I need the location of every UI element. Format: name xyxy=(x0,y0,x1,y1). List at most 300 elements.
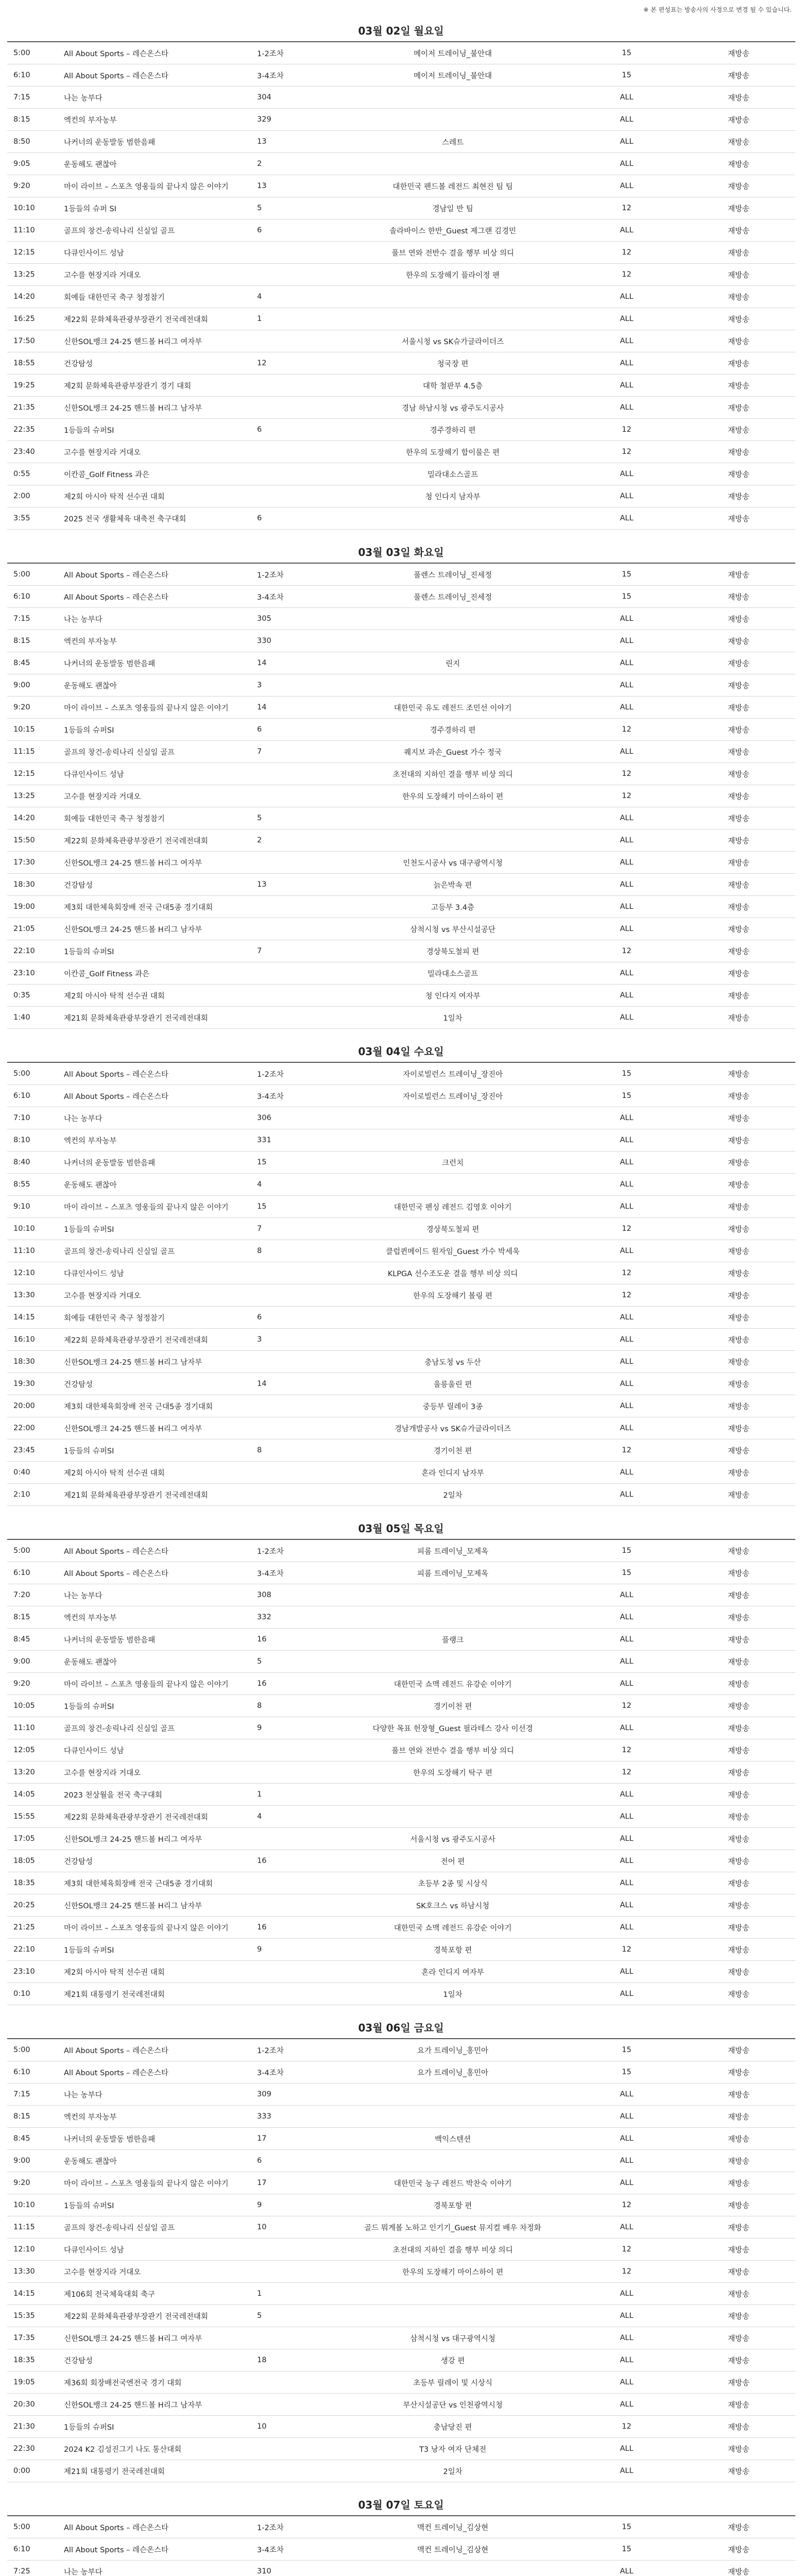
episode: 16 xyxy=(257,1923,267,1931)
episode-description: 자이로빌런스 트레이닝_장진아 xyxy=(403,1070,503,1079)
time: 9:00 xyxy=(13,2157,30,2165)
time: 0:35 xyxy=(13,991,30,999)
age-rating: ALL xyxy=(620,748,634,756)
time: 17:05 xyxy=(13,1835,35,1843)
time: 5:00 xyxy=(13,1070,30,1078)
table-row xyxy=(7,1629,795,1651)
program-title: 고수를 현장지라 거대오 xyxy=(64,271,141,280)
episode-description xyxy=(334,1174,571,1196)
time: 18:55 xyxy=(13,359,35,367)
episode: 1-2조차 xyxy=(257,49,284,58)
broadcast-status: 재방송 xyxy=(727,2135,750,2144)
time: 0:55 xyxy=(13,470,30,478)
broadcast-status: 재방송 xyxy=(727,2445,750,2454)
program-title: 제21회 대통령기 전국레전대회 xyxy=(64,2467,165,2476)
table-row xyxy=(7,2416,795,2438)
program-title: 신한SOL뱅크 24-25 핸드볼 H리그 남자부 xyxy=(64,925,202,934)
time: 10:10 xyxy=(13,204,35,212)
time: 14:05 xyxy=(13,1790,35,1799)
table-row xyxy=(7,419,795,441)
episode xyxy=(252,264,334,286)
age-rating: ALL xyxy=(620,226,634,234)
table-row xyxy=(7,397,795,419)
episode-description: KLPGA 선수조도운 결을 행부 비상 의디 xyxy=(387,1269,518,1278)
time: 14:20 xyxy=(13,293,35,301)
episode-description: 한우의 도장해기 합이물은 편 xyxy=(406,448,500,457)
table-row xyxy=(7,918,795,940)
program-title: 제36회 회장배전국엔전국 경기 대회 xyxy=(64,2379,182,2387)
age-rating: ALL xyxy=(620,659,634,667)
episode-description: 한우의 도장해기 탁구 편 xyxy=(413,1769,492,1777)
program-title: 고수를 현장지라 거대오 xyxy=(64,792,141,801)
table-row xyxy=(7,652,795,674)
table-row xyxy=(7,1462,795,1484)
episode-description: 충남도청 vs 두산 xyxy=(424,1358,481,1367)
program-title: All About Sports – 레슨온스타 xyxy=(64,49,169,58)
episode-description: 요가 트레이닝_홍민아 xyxy=(417,2069,488,2077)
program-title: 신한SOL뱅크 24-25 핸드볼 H리그 여자부 xyxy=(64,337,202,346)
episode-description: 청 인다지 남자부 xyxy=(425,493,481,501)
time: 15:55 xyxy=(13,1812,35,1821)
broadcast-status: 재방송 xyxy=(727,970,750,978)
broadcast-status: 재방송 xyxy=(727,1636,750,1645)
program-title: 고수를 현장지라 거대오 xyxy=(64,1292,141,1300)
age-rating: ALL xyxy=(620,903,634,911)
program-title: 건강탐성 xyxy=(64,1380,93,1389)
day-title: 03월 05일 목요일 xyxy=(358,1522,444,1535)
time: 6:10 xyxy=(13,1092,30,1100)
episode xyxy=(252,2460,334,2482)
broadcast-status: 재방송 xyxy=(727,837,750,845)
broadcast-status: 재방송 xyxy=(727,770,750,779)
program-title: 마이 라이브 – 스포츠 영웅들의 끝나지 않은 이야기 xyxy=(64,1924,229,1933)
table-row xyxy=(7,940,795,962)
time: 0:00 xyxy=(13,2467,30,2475)
broadcast-status: 재방송 xyxy=(727,2046,750,2055)
time: 12:05 xyxy=(13,1746,35,1754)
table-row xyxy=(7,2283,795,2305)
age-rating: ALL xyxy=(620,969,634,977)
episode-description xyxy=(334,2283,571,2305)
broadcast-status: 재방송 xyxy=(727,1879,750,1888)
broadcast-status: 재방송 xyxy=(727,792,750,801)
broadcast-status: 재방송 xyxy=(727,859,750,868)
broadcast-status: 재방송 xyxy=(727,1425,750,1433)
broadcast-status: 재방송 xyxy=(727,1990,750,1999)
episode-description: 메이저 트레이닝_불안대 xyxy=(414,49,492,58)
table-row xyxy=(7,2349,795,2371)
program-title: 나는 농부다 xyxy=(64,1114,103,1123)
age-rating: 12 xyxy=(622,1225,632,1233)
episode-description xyxy=(334,608,571,630)
program-title: 엑컨의 부자농부 xyxy=(64,116,117,125)
time: 13:30 xyxy=(13,2267,35,2276)
episode-description: 대한민국 펜드볼 레전드 최현진 팀 팀 xyxy=(393,182,513,191)
episode xyxy=(252,985,334,1007)
program-title: All About Sports – 레슨온스타 xyxy=(64,2046,169,2055)
episode: 305 xyxy=(257,615,271,623)
episode xyxy=(252,1872,334,1894)
table-row xyxy=(7,1417,795,1439)
time: 16:10 xyxy=(13,1335,35,1344)
episode-description xyxy=(334,807,571,829)
table-row xyxy=(7,586,795,608)
program-title: 엑컨의 부자농부 xyxy=(64,637,117,646)
table-row xyxy=(7,219,795,242)
age-rating: ALL xyxy=(620,1635,634,1643)
broadcast-status: 재방송 xyxy=(727,615,750,624)
program-title: 나커너의 운동발동 범한음패 xyxy=(64,659,156,668)
episode: 7 xyxy=(257,947,262,955)
episode: 14 xyxy=(257,703,267,711)
episode-description: 인천도시공사 vs 대구광역시청 xyxy=(403,859,503,868)
time: 18:30 xyxy=(13,1358,35,1366)
program-title: All About Sports – 레슨온스타 xyxy=(64,2069,169,2077)
day-title: 03월 06일 금요일 xyxy=(358,2022,444,2034)
age-rating: ALL xyxy=(620,470,634,478)
time: 17:35 xyxy=(13,2334,35,2342)
episode xyxy=(252,2438,334,2460)
table-row xyxy=(7,1651,795,1673)
age-rating: ALL xyxy=(620,2090,634,2098)
broadcast-status: 재방송 xyxy=(727,2268,750,2277)
episode xyxy=(252,1828,334,1850)
episode: 8 xyxy=(257,1247,262,1255)
episode-description: 경남일 반 팀 xyxy=(432,205,473,213)
episode-description: 골드 뭐게볼 노하고 인기기_Guest 뮤지컬 배우 차정화 xyxy=(364,2224,541,2232)
broadcast-status: 재방송 xyxy=(727,1813,750,1822)
broadcast-status: 재방송 xyxy=(727,1203,750,1212)
age-rating: ALL xyxy=(620,1923,634,1931)
broadcast-status: 재방송 xyxy=(727,1924,750,1933)
episode-description: 2일차 xyxy=(443,1491,463,1500)
age-rating: ALL xyxy=(620,1879,634,1887)
episode: 15 xyxy=(257,1202,267,1211)
age-rating: 12 xyxy=(622,792,632,800)
age-rating: 12 xyxy=(622,770,632,778)
broadcast-status: 재방송 xyxy=(727,1968,750,1977)
time: 13:25 xyxy=(13,270,35,279)
broadcast-status: 재방송 xyxy=(727,593,750,602)
program-title: All About Sports – 레슨온스타 xyxy=(64,1092,169,1101)
time: 8:45 xyxy=(13,1635,30,1643)
table-row xyxy=(7,674,795,697)
time: 8:15 xyxy=(13,637,30,645)
age-rating: 15 xyxy=(622,2545,632,2553)
table-row xyxy=(7,2371,795,2394)
age-rating: ALL xyxy=(620,2223,634,2231)
episode: 16 xyxy=(257,1635,267,1643)
table-row xyxy=(7,1329,795,1351)
age-rating: ALL xyxy=(620,2290,634,2298)
program-title: 운동해도 괜찮아 xyxy=(64,1181,117,1190)
episode xyxy=(252,1462,334,1484)
table-row xyxy=(7,2216,795,2239)
episode: 13 xyxy=(257,880,267,889)
episode xyxy=(252,918,334,940)
time: 11:15 xyxy=(13,748,35,756)
age-rating: 15 xyxy=(622,2523,632,2531)
time: 14:20 xyxy=(13,814,35,822)
table-row xyxy=(7,2061,795,2083)
episode-description xyxy=(334,1584,571,1606)
program-title: 건강탐성 xyxy=(64,2357,93,2365)
table-row xyxy=(7,1395,795,1417)
episode: 3-4조차 xyxy=(257,593,284,602)
time: 7:10 xyxy=(13,1114,30,1122)
episode-description: 경기이천 편 xyxy=(433,1447,472,1455)
episode: 9 xyxy=(257,1945,262,1954)
time: 11:10 xyxy=(13,1247,35,1255)
table-row xyxy=(7,42,795,64)
broadcast-status: 재방송 xyxy=(727,2113,750,2122)
program-title: 마이 라이브 – 스포츠 영웅들의 끝나지 않은 이야기 xyxy=(64,182,229,191)
table-row xyxy=(7,1695,795,1717)
table-row xyxy=(7,1284,795,1307)
broadcast-status: 재방송 xyxy=(727,49,750,58)
time: 19:05 xyxy=(13,2378,35,2386)
episode-description: 대학 철판부 4.5층 xyxy=(422,382,483,391)
broadcast-status: 재방송 xyxy=(727,682,750,690)
time: 14:15 xyxy=(13,1313,35,1321)
time: 19:25 xyxy=(13,381,35,389)
episode: 6 xyxy=(257,426,262,434)
episode-description: 백익스텐션 xyxy=(434,2135,471,2144)
time: 19:30 xyxy=(13,1380,35,1388)
episode-description: 린지 xyxy=(445,659,460,668)
age-rating: ALL xyxy=(620,293,634,301)
program-title: 마이 라이브 – 스포츠 영웅들의 끝나지 않은 이야기 xyxy=(64,2179,229,2188)
table-row xyxy=(7,896,795,918)
episode: 1 xyxy=(257,315,262,323)
broadcast-status: 재방송 xyxy=(727,404,750,413)
episode: 4 xyxy=(257,293,262,301)
episode: 14 xyxy=(257,1380,267,1388)
broadcast-status: 재방송 xyxy=(727,1314,750,1323)
broadcast-status: 재방송 xyxy=(727,2357,750,2365)
episode: 4 xyxy=(257,1180,262,1189)
episode-description: 혼라 인디지 여자부 xyxy=(421,1968,484,1977)
age-rating: 12 xyxy=(622,1768,632,1776)
broadcast-status: 재방송 xyxy=(727,1181,750,1190)
program-title: 신한SOL뱅크 24-25 핸드볼 H리그 남자부 xyxy=(64,404,202,413)
episode-description: 청국장 편 xyxy=(437,360,469,368)
episode-description: 플랭크 xyxy=(441,1636,464,1645)
time: 2:00 xyxy=(13,492,30,500)
program-title: 2024 K2 김성진그기 나도 통산대회 xyxy=(64,2445,182,2454)
broadcast-status: 재방송 xyxy=(727,315,750,324)
episode-description: 풀브 연와 전반수 결을 행부 비상 의디 xyxy=(391,249,514,258)
age-rating: ALL xyxy=(620,1180,634,1189)
broadcast-status: 재방송 xyxy=(727,271,750,280)
program-title: 나는 농부다 xyxy=(64,94,103,103)
episode-description: 삼척시청 vs 대구광역시청 xyxy=(410,2334,496,2343)
program-title: 제22회 문화체육관광부장관기 전국레전대회 xyxy=(64,1336,208,1345)
table-row xyxy=(7,2172,795,2194)
episode-description: 대한민국 펜싱 레전드 김영호 이야기 xyxy=(394,1203,512,1212)
table-row xyxy=(7,1351,795,1373)
broadcast-status: 재방송 xyxy=(727,2334,750,2343)
program-title: 제2회 아시아 탁적 선수권 대회 xyxy=(64,493,165,501)
time: 12:10 xyxy=(13,1269,35,1277)
age-rating: ALL xyxy=(620,858,634,867)
episode: 10 xyxy=(257,2223,267,2231)
age-rating: ALL xyxy=(620,2567,634,2575)
broadcast-status: 재방송 xyxy=(727,903,750,912)
program-title: 마이 라이브 – 스포츠 영웅들의 끝나지 않은 이야기 xyxy=(64,704,229,713)
episode xyxy=(252,2239,334,2261)
age-rating: ALL xyxy=(620,115,634,124)
age-rating: 12 xyxy=(622,2245,632,2253)
program-title: 나커너의 운동발동 범한음패 xyxy=(64,2135,156,2144)
episode: 3 xyxy=(257,681,262,689)
program-title: All About Sports – 레슨온스타 xyxy=(64,1547,169,1556)
time: 8:10 xyxy=(13,1136,30,1144)
broadcast-status: 재방송 xyxy=(727,1247,750,1256)
table-row xyxy=(7,985,795,1007)
time: 0:10 xyxy=(13,1990,30,1998)
program-title: 나커너의 운동발동 범한음패 xyxy=(64,1636,156,1645)
program-title: 1등들의 슈퍼SI xyxy=(64,947,114,956)
age-rating: ALL xyxy=(620,1857,634,1865)
episode xyxy=(252,2261,334,2283)
broadcast-status: 재방송 xyxy=(727,160,750,169)
age-rating: 12 xyxy=(622,1702,632,1710)
episode: 3-4조차 xyxy=(257,72,284,80)
program-title: 골프의 창건-송릭나리 신실일 골프 xyxy=(64,1247,175,1256)
table-row xyxy=(7,1806,795,1828)
program-title: 다큐인사이드 성남 xyxy=(64,770,124,779)
episode: 1-2조차 xyxy=(257,1070,284,1079)
time: 5:00 xyxy=(13,570,30,579)
broadcast-status: 재방송 xyxy=(727,704,750,713)
episode-description xyxy=(334,2083,571,2106)
broadcast-status: 재방송 xyxy=(727,1702,750,1711)
age-rating: 15 xyxy=(622,1547,632,1555)
age-rating: ALL xyxy=(620,1202,634,1211)
episode xyxy=(252,1007,334,1029)
episode-description xyxy=(334,1129,571,1151)
table-row xyxy=(7,2561,795,2576)
program-title: 제106회 전국체육대회 축구 xyxy=(64,2290,155,2299)
age-rating: ALL xyxy=(620,1968,634,1976)
time: 1:40 xyxy=(13,1013,30,1022)
time: 19:00 xyxy=(13,903,35,911)
age-rating: ALL xyxy=(620,381,634,389)
episode: 17 xyxy=(257,2134,267,2143)
program-title: 다큐인사이드 성남 xyxy=(64,1747,124,1755)
table-row xyxy=(7,1107,795,1129)
episode xyxy=(252,1894,334,1917)
age-rating: ALL xyxy=(620,991,634,999)
table-row xyxy=(7,719,795,741)
broadcast-status: 재방송 xyxy=(727,2423,750,2432)
table-row xyxy=(7,2083,795,2106)
broadcast-status: 재방송 xyxy=(727,2091,750,2099)
age-rating: ALL xyxy=(620,2157,634,2165)
time: 9:20 xyxy=(13,1680,30,1688)
episode-description: 경주경하리 편 xyxy=(430,426,476,435)
episode-description xyxy=(334,1107,571,1129)
episode: 333 xyxy=(257,2112,271,2121)
age-rating: ALL xyxy=(620,1990,634,1998)
program-title: 다큐인사이드 성남 xyxy=(64,2246,124,2255)
day-title: 03월 04일 수요일 xyxy=(358,1045,444,1058)
age-rating: ALL xyxy=(620,1380,634,1388)
time: 7:15 xyxy=(13,615,30,623)
table-row xyxy=(7,2106,795,2128)
program-title: 1등들의 슈퍼SI xyxy=(64,1702,114,1711)
time: 12:15 xyxy=(13,770,35,778)
broadcast-status: 재방송 xyxy=(727,1680,750,1689)
age-rating: ALL xyxy=(620,1247,634,1255)
episode: 16 xyxy=(257,1857,267,1865)
broadcast-status: 재방송 xyxy=(727,1724,750,1733)
episode: 332 xyxy=(257,1613,271,1621)
table-row xyxy=(7,375,795,397)
program-title: 건강탐성 xyxy=(64,881,93,890)
episode: 1-2조차 xyxy=(257,571,284,580)
time: 8:40 xyxy=(13,1158,30,1166)
table-row xyxy=(7,1761,795,1784)
age-rating: ALL xyxy=(620,1013,634,1022)
episode xyxy=(252,962,334,985)
table-row xyxy=(7,1584,795,1606)
age-rating: ALL xyxy=(620,1158,634,1166)
program-title: 제2회 아시아 탁적 선수권 대회 xyxy=(64,1968,165,1977)
time: 10:10 xyxy=(13,2201,35,2209)
time: 5:00 xyxy=(13,2046,30,2054)
broadcast-status: 재방송 xyxy=(727,1092,750,1101)
table-row xyxy=(7,153,795,175)
episode xyxy=(252,1484,334,1506)
table-row xyxy=(7,2239,795,2261)
episode: 10 xyxy=(257,2422,267,2431)
table-row xyxy=(7,463,795,485)
program-title: 제3회 대한체육회장배 전국 근대5종 경기대회 xyxy=(64,1879,213,1888)
time: 6:10 xyxy=(13,71,30,79)
episode-description: 피롬 트레이닝_모제옥 xyxy=(417,1569,488,1578)
program-title: 회예들 대한민국 축구 청정참기 xyxy=(64,293,165,302)
time: 12:10 xyxy=(13,2245,35,2253)
age-rating: ALL xyxy=(620,2445,634,2453)
program-title: 나는 농부다 xyxy=(64,615,103,624)
episode xyxy=(252,330,334,352)
episode-description xyxy=(334,286,571,308)
broadcast-status: 재방송 xyxy=(727,72,750,80)
broadcast-status: 재방송 xyxy=(727,382,750,391)
episode-description: 경남개발공사 vs SK슈가글라이더즈 xyxy=(394,1425,511,1433)
broadcast-status: 재방송 xyxy=(727,448,750,457)
table-row xyxy=(7,697,795,719)
episode-description xyxy=(334,1784,571,1806)
table-row xyxy=(7,741,795,763)
table-row xyxy=(7,852,795,874)
age-rating: 15 xyxy=(622,2068,632,2076)
age-rating: ALL xyxy=(620,2112,634,2121)
broadcast-status: 재방송 xyxy=(727,1491,750,1500)
schedule-table xyxy=(7,563,795,1029)
age-rating: 12 xyxy=(622,2201,632,2209)
table-row xyxy=(7,1939,795,1961)
episode-description xyxy=(334,2305,571,2327)
time: 21:25 xyxy=(13,1923,35,1931)
time: 6:10 xyxy=(13,2545,30,2553)
episode: 5 xyxy=(257,2312,262,2320)
program-title: 제21회 대통령기 전국레전대회 xyxy=(64,1990,165,1999)
schedule-table xyxy=(7,1062,795,1506)
program-title: 1등들의 슈퍼SI xyxy=(64,1225,114,1234)
